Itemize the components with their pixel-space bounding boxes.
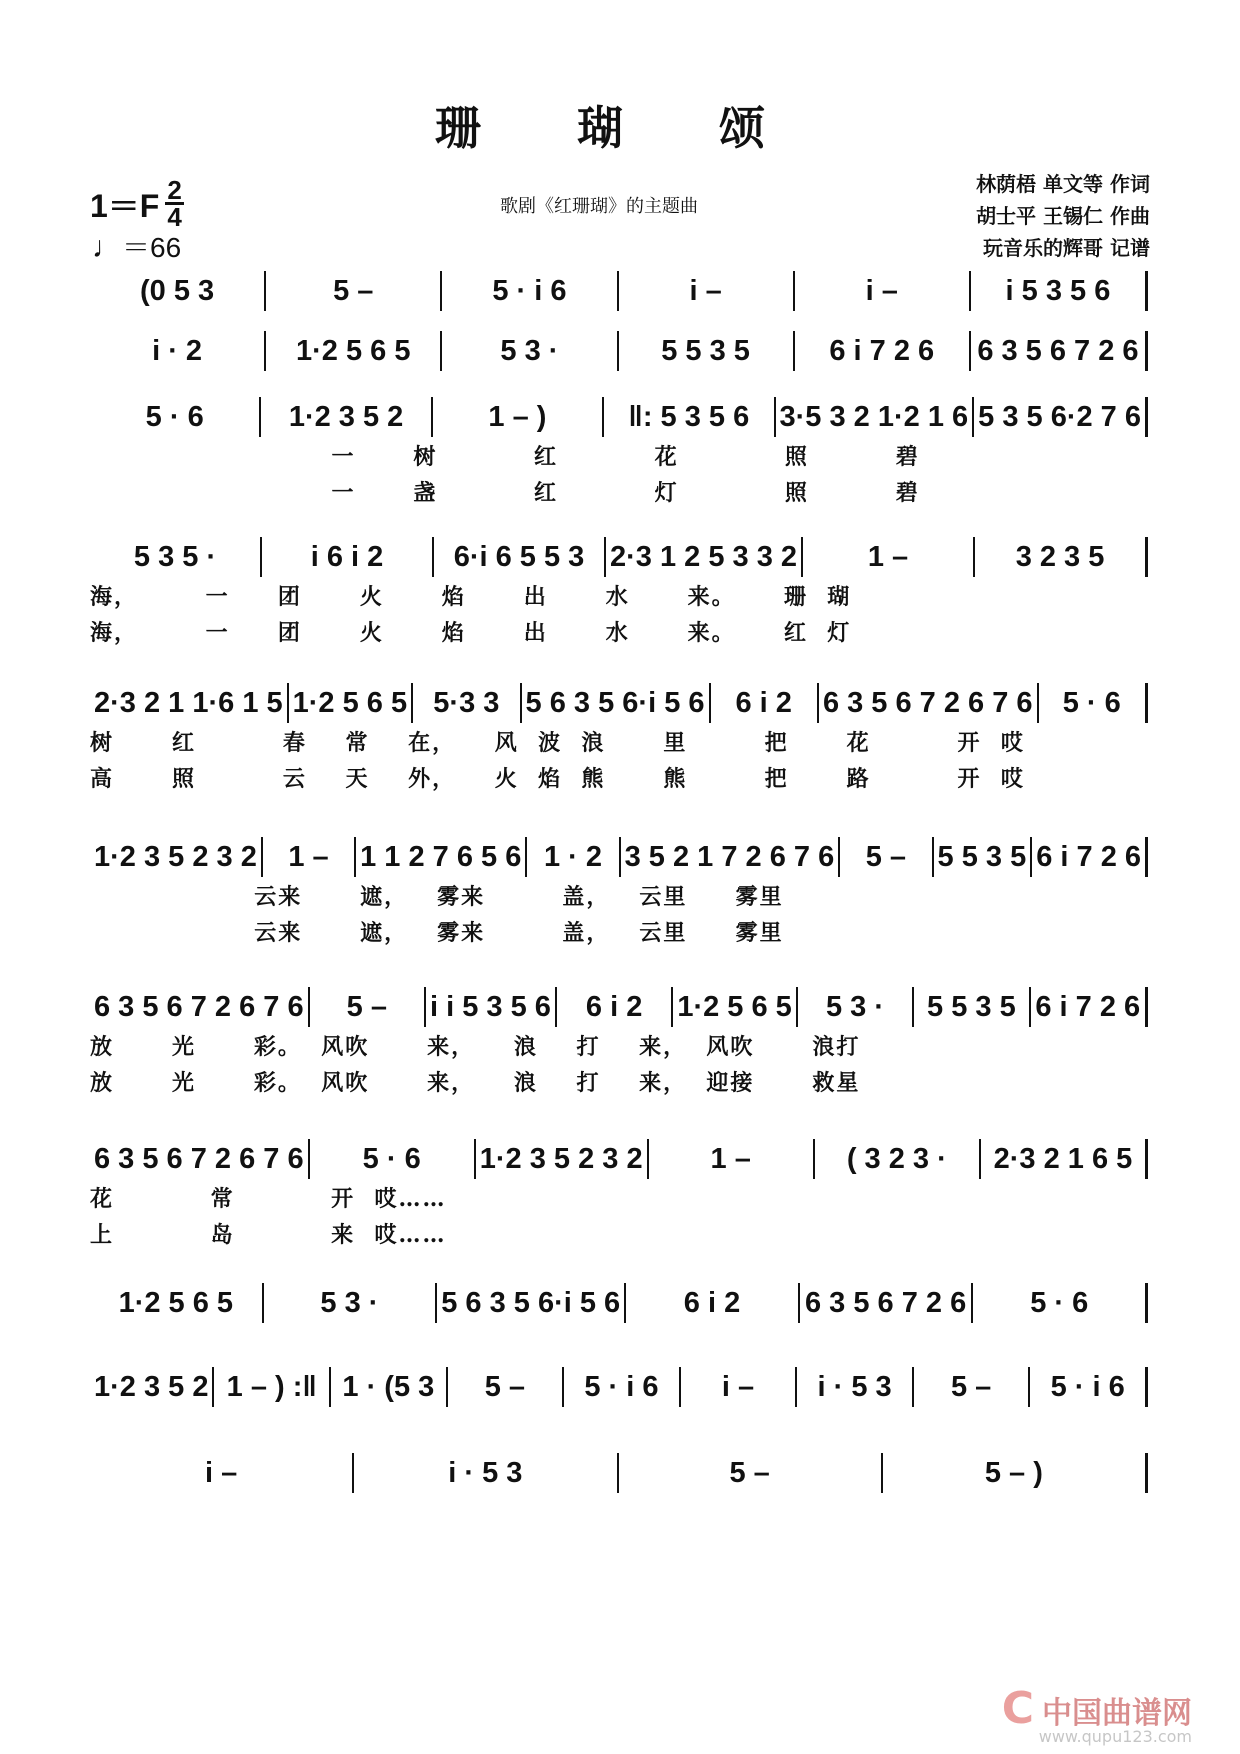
lyric-text: 一 盏 红 灯 照 碧 xyxy=(90,479,920,506)
measure: 6 3 5 6 7 2 6 7 6 xyxy=(90,987,310,1027)
score-system xyxy=(90,1366,1148,1407)
score-system xyxy=(90,986,1148,1099)
lyric-row xyxy=(90,913,1148,949)
measure: 5 – xyxy=(310,987,426,1027)
measure: 5 5 3 5 xyxy=(914,987,1030,1027)
staff-line xyxy=(90,536,1148,577)
measure: 1 · (5 3 xyxy=(331,1367,448,1407)
measure: 1·2 3 5 2 xyxy=(90,1367,214,1407)
measure: i 5 3 5 6 xyxy=(971,271,1148,311)
measure: 5 · i 6 xyxy=(1030,1367,1148,1407)
key-label: 1＝F xyxy=(90,187,160,224)
measure: 5 – xyxy=(619,1453,883,1493)
measure: 6 i 7 2 6 xyxy=(1031,987,1148,1027)
measure: 5 3 · xyxy=(798,987,914,1027)
credit-lyrics: 林荫梧 单文等 作词 xyxy=(976,172,1150,196)
credits xyxy=(976,168,1150,264)
measure: i 6 i 2 xyxy=(262,537,434,577)
measure: i i 5 3 5 6 xyxy=(426,987,557,1027)
measure: 1 · 2 xyxy=(527,837,620,877)
measure: 6 3 5 6 7 2 6 xyxy=(971,331,1148,371)
measure: 5 · 6 xyxy=(310,1139,476,1179)
measure: i – xyxy=(619,271,795,311)
measure: (0 5 3 xyxy=(90,271,266,311)
measure: 5 3 · xyxy=(264,1283,438,1323)
staff-line xyxy=(90,1452,1148,1493)
measure: 5 · 6 xyxy=(973,1283,1148,1323)
staff-line xyxy=(90,836,1148,877)
watermark-url: www.qupu123.com xyxy=(1038,1727,1192,1746)
lyric-text: 云来 遮， 雾来 盖， 云里 雾里 xyxy=(90,919,784,946)
staff-line xyxy=(90,1138,1148,1179)
measure: 3 2 3 5 xyxy=(975,537,1148,577)
measure: 6 i 2 xyxy=(557,987,673,1027)
watermark-name: 中国曲谱网 xyxy=(1042,1696,1192,1731)
lyric-text: 云来 遮， 雾来 盖， 云里 雾里 xyxy=(90,883,784,910)
lyric-row xyxy=(90,613,1148,649)
measure: ( 3 2 3 · xyxy=(815,1139,981,1179)
staff-line xyxy=(90,1366,1148,1407)
subtitle: 歌剧《红珊瑚》的主题曲 xyxy=(500,196,698,217)
measure: 5 3 5 6·2 7 6 xyxy=(974,397,1148,437)
measure: 1·2 3 5 2 3 2 xyxy=(476,1139,649,1179)
lyric-row xyxy=(90,473,1148,509)
measure: i – xyxy=(681,1367,798,1407)
measure: 1·2 5 6 5 xyxy=(289,683,413,723)
watermark-logo-icon: C xyxy=(1001,1683,1034,1734)
measure: 6 i 2 xyxy=(711,683,819,723)
measure: 5 · i 6 xyxy=(442,271,618,311)
measure: 5 6 3 5 6·i 5 6 xyxy=(522,683,711,723)
staff-line xyxy=(90,330,1148,371)
lyric-text: 高 照 云 天 外， 火 焰 熊 熊 把 路 开 哎 xyxy=(90,765,1025,792)
measure: 5 5 3 5 xyxy=(934,837,1033,877)
measure: i – xyxy=(795,271,971,311)
key-signature xyxy=(90,175,184,232)
score-system xyxy=(90,536,1148,649)
measure: 2·3 2 1 1·6 1 5 xyxy=(90,683,289,723)
score-system xyxy=(90,1282,1148,1323)
credit-transcriber: 玩音乐的辉哥 记谱 xyxy=(983,236,1150,260)
page-title: 珊 瑚 颂 xyxy=(434,101,806,155)
staff-line xyxy=(90,986,1148,1027)
quarter-note-icon: ♩ xyxy=(92,231,122,264)
measure: ‖: 5 3 5 6 xyxy=(604,397,775,437)
score-system xyxy=(90,836,1148,949)
measure: 6 3 5 6 7 2 6 7 6 xyxy=(90,1139,310,1179)
lyric-row xyxy=(90,759,1148,795)
measure: 1·2 5 6 5 xyxy=(90,1283,264,1323)
tempo-value: ＝66 xyxy=(122,232,182,263)
measure: 1·2 5 6 5 xyxy=(266,331,442,371)
measure: 1 – xyxy=(649,1139,815,1179)
score-system xyxy=(90,1138,1148,1251)
measure: 6 3 5 6 7 2 6 7 6 xyxy=(819,683,1039,723)
score-system xyxy=(90,270,1148,311)
score-system xyxy=(90,682,1148,795)
measure: i · 5 3 xyxy=(354,1453,618,1493)
staff-line xyxy=(90,396,1148,437)
lyric-text: 花 常 开 哎…… xyxy=(90,1185,447,1212)
measure: 1 – xyxy=(263,837,356,877)
measure: 3 5 2 1 7 2 6 7 6 xyxy=(621,837,841,877)
measure: 3·5 3 2 1·2 1 6 xyxy=(776,397,975,437)
measure: 5 – xyxy=(448,1367,565,1407)
lyric-text: 上 岛 来 哎…… xyxy=(90,1221,447,1248)
measure: 6·i 6 5 5 3 xyxy=(434,537,606,577)
measure: i · 5 3 xyxy=(797,1367,914,1407)
measure: 6 i 2 xyxy=(626,1283,800,1323)
measure: 1 1 2 7 6 5 6 xyxy=(356,837,527,877)
measure: 5 6 3 5 6·i 5 6 xyxy=(437,1283,626,1323)
lyric-text: 放 光 彩。 风吹 来， 浪 打 来， 迎接 救星 xyxy=(90,1069,861,1096)
score-system xyxy=(90,396,1148,509)
measure: 5 – ) xyxy=(883,1453,1148,1493)
lyric-row xyxy=(90,723,1148,759)
lyric-text: 放 光 彩。 风吹 来， 浪 打 来， 风吹 浪打 xyxy=(90,1033,861,1060)
measure: 5 3 · xyxy=(442,331,618,371)
staff-line xyxy=(90,682,1148,723)
lyric-text: 一 树 红 花 照 碧 xyxy=(90,443,920,470)
measure: 6 i 7 2 6 xyxy=(795,331,971,371)
measure: 5 3 5 · xyxy=(90,537,262,577)
measure: 1·2 3 5 2 3 2 xyxy=(90,837,263,877)
measure: 5 · 6 xyxy=(1039,683,1148,723)
measure: 1 – xyxy=(803,537,975,577)
lyric-text: 海， 一 团 火 焰 出 水 来。 珊 瑚 xyxy=(90,583,852,610)
measure: 2·3 2 1 6 5 xyxy=(981,1139,1148,1179)
measure: 1 – ) :‖ xyxy=(214,1367,331,1407)
measure: 1 – ) xyxy=(433,397,604,437)
measure: 5 · i 6 xyxy=(564,1367,681,1407)
lyric-row xyxy=(90,1179,1148,1215)
measure: 5 – xyxy=(914,1367,1031,1407)
measure: 5 – xyxy=(840,837,933,877)
lyric-row xyxy=(90,877,1148,913)
measure: 5 5 3 5 xyxy=(619,331,795,371)
staff-line xyxy=(90,1282,1148,1323)
measure: 5 · 6 xyxy=(90,397,261,437)
credit-music: 胡士平 王锡仁 作曲 xyxy=(976,204,1150,228)
measure: 1·2 5 6 5 xyxy=(673,987,797,1027)
lyric-text: 海， 一 团 火 焰 出 水 来。 红 灯 xyxy=(90,619,852,646)
lyric-row xyxy=(90,1063,1148,1099)
time-denominator: 4 xyxy=(167,202,182,232)
score-system xyxy=(90,330,1148,371)
measure: 5 – xyxy=(266,271,442,311)
staff-line xyxy=(90,270,1148,311)
measure: 6 3 5 6 7 2 6 xyxy=(800,1283,974,1323)
measure: 2·3 1 2 5 3 3 2 xyxy=(606,537,803,577)
lyric-row xyxy=(90,1215,1148,1251)
site-watermark xyxy=(1001,1683,1192,1746)
lyric-text: 树 红 春 常 在， 风 波 浪 里 把 花 开 哎 xyxy=(90,729,1025,756)
score-system xyxy=(90,1452,1148,1493)
measure: i – xyxy=(90,1453,354,1493)
measure: 6 i 7 2 6 xyxy=(1032,837,1148,877)
lyric-row xyxy=(90,1027,1148,1063)
lyric-row xyxy=(90,437,1148,473)
measure: 1·2 3 5 2 xyxy=(261,397,432,437)
measure: 5·3 3 xyxy=(413,683,521,723)
measure: i · 2 xyxy=(90,331,266,371)
tempo-marking xyxy=(92,226,181,266)
time-numerator: 2 xyxy=(167,175,182,205)
lyric-row xyxy=(90,577,1148,613)
time-signature xyxy=(165,175,183,232)
